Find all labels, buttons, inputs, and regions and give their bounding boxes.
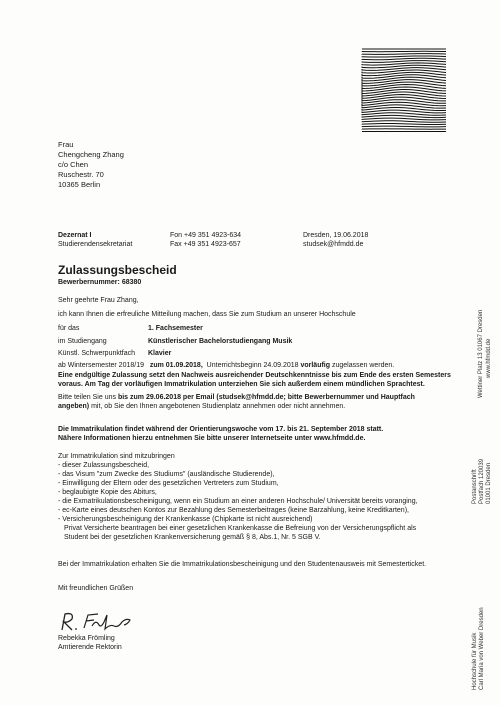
sidebar-postal xyxy=(472,459,493,504)
sender-fax: Fax +49 351 4923-657 xyxy=(170,241,241,248)
salutation: Sehr geehrte Frau Zhang, xyxy=(58,297,139,304)
logo-wave-line xyxy=(362,118,446,120)
recipient-line: Frau xyxy=(58,140,74,149)
sender-dept: Dezernat I xyxy=(58,232,92,239)
sidebar-postal-line: Postanschrift xyxy=(472,469,478,504)
signatory-role: Amtierende Rektorin xyxy=(58,644,122,651)
checklist xyxy=(58,452,418,542)
applicant-number xyxy=(58,278,141,287)
reply-part: Bitte teilen Sie uns xyxy=(58,394,116,401)
detail-label: Künstl. Schwerpunktfach xyxy=(58,350,136,357)
semester-line xyxy=(58,361,394,370)
sidebar-school xyxy=(472,607,486,690)
logo-wave-line xyxy=(362,63,446,65)
sidebar-school-line: Hochschule für Musik xyxy=(472,632,478,690)
sidebar-address-line: Wettiner Platz 13 01067 Dresden xyxy=(478,309,484,398)
reply-part: mit, ob Sie den Ihnen angebotenen Studienplatz annehmen oder nicht annehmen. xyxy=(91,403,346,410)
checklist-note: Privat Versicherte beantragen bei einer gesetzlichen Krankenkasse die Befreiung von der Versicherungspflicht als xyxy=(64,525,417,532)
signatory-name: Rebekka Frömling xyxy=(58,635,115,642)
applicant-value: 68380 xyxy=(121,279,142,286)
recipient-line: Chengcheng Zhang xyxy=(58,150,124,159)
logo-wave-line xyxy=(362,65,446,67)
logo-wave-line xyxy=(362,123,446,124)
condition-text xyxy=(58,371,451,389)
sidebar-school-line: Carl Maria von Weber Dresden xyxy=(479,607,485,690)
checklist-note: Student bei der gesetzlichen Krankenversicherung gemäß § 8, Abs.1, Nr. 5 SGB V. xyxy=(64,534,321,541)
logo-wave-line xyxy=(362,115,446,117)
list-item: - dieser Zulassungsbescheid, xyxy=(58,462,150,469)
condition-line: voraus. Am Tag der vorläufigen Immatrikulation unterziehen Sie sich außerdem einem mündlichen Sprachtest. xyxy=(58,381,425,388)
semester-text: ab Wintersemester 2018/19 xyxy=(58,362,144,369)
recipient-line: 10365 Berlin xyxy=(58,180,101,189)
detail-value: Klavier xyxy=(148,350,172,357)
list-item: - ec-Karte eines deutschen Kontos zur Bezahlung des Semesterbeitrages (keine Barzahlung, keine Kreditkarten), xyxy=(58,507,409,514)
sidebar-postal-line: Postfach 120039 xyxy=(479,458,485,504)
reply-part: angeben) xyxy=(58,403,90,410)
letter-date: Dresden, 19.06.2018 xyxy=(303,232,369,239)
signature-block xyxy=(58,634,122,652)
applicant-label: Bewerbernummer: xyxy=(58,279,120,286)
logo-wave-line xyxy=(362,126,446,127)
reply-text xyxy=(58,393,415,411)
condition-line: Eine endgültige Zulassung setzt den Nachweis ausreichender Deutschkenntnisse bis zum Ende des ersten Semesters xyxy=(58,372,451,379)
greeting: Mit freundlichen Grüßen xyxy=(58,585,134,592)
hochschule-logo xyxy=(360,45,450,135)
list-item: - das Visum "zum Zwecke des Studiums" (ausländische Studierende), xyxy=(58,471,275,478)
sidebar-address xyxy=(478,310,485,398)
logo-wave-line xyxy=(362,54,446,55)
sender-office: Studierendensekretariat xyxy=(58,241,133,248)
orientation-line: Die Immatrikulation findet während der Orientierungswoche vom 17. bis 21. September 2018 statt. xyxy=(58,426,384,433)
list-item: - Einwilligung der Eltern oder des gesetzlichen Vertreters zum Studium, xyxy=(58,480,279,487)
semester-admitted: zugelassen werden. xyxy=(331,362,395,369)
semester-provisional: vorläufig xyxy=(300,362,331,369)
logo-wave-line xyxy=(362,58,446,59)
checklist-heading: Zur Immatrikulation sind mitzubringen xyxy=(58,453,175,460)
logo-wave-line xyxy=(362,56,446,57)
reply-deadline: bis zum 29.06.2018 per Email (studsek@hfmdd.de; bitte Bewerbernummer und Hauptfach xyxy=(117,394,415,401)
logo-wave-line xyxy=(362,121,446,122)
sender-phone: Fon +49 351 4923-634 xyxy=(170,232,242,239)
list-item: - beglaubigte Kopie des Abiturs, xyxy=(58,489,157,496)
handwritten-signature xyxy=(58,610,138,634)
sender-email: studsek@hfmdd.de xyxy=(303,241,364,248)
recipient-address xyxy=(58,140,124,190)
list-item: - die Exmatrikulationsbescheinigung, wenn ein Studium an einer anderen Hochschule/ Universität bereits voranging, xyxy=(58,498,418,505)
page-title: Zulassungsbescheid xyxy=(58,263,177,277)
orientation-line: Nähere Informationen hierzu entnehmen Sie bitte unserer Internetseite unter www.hfmdd.de. xyxy=(58,435,366,442)
sidebar-postal-line: 01001 Dresden xyxy=(486,462,492,504)
recipient-line: Ruschestr. 70 xyxy=(58,170,104,179)
logo-wave-line xyxy=(362,61,446,63)
detail-label: für das xyxy=(58,325,80,332)
orientation-text xyxy=(58,425,383,443)
closing-info: Bei der Immatrikulation erhalten Sie die Immatrikulationsbescheinigung und den Studentenausweis mit Semesterticket. xyxy=(58,561,427,568)
sidebar-web xyxy=(486,339,493,398)
list-item: - Versicherungsbescheinigung der Krankenkasse (Chipkarte ist nicht ausreichend) xyxy=(58,516,313,523)
intro-text: ich kann Ihnen die erfreuliche Mitteilung machen, dass Sie zum Studium an unserer Hochschule xyxy=(58,311,356,318)
semester-start: Unterrichtsbeginn 24.09.2018 xyxy=(206,362,299,369)
detail-value: 1. Fachsemester xyxy=(148,325,203,332)
semester-date: zum 01.09.2018, xyxy=(149,362,203,369)
detail-value: Künstlerischer Bachelorstudiengang Musik xyxy=(148,338,293,345)
detail-label: im Studiengang xyxy=(58,338,107,345)
sidebar-web-line: www.hfmdd.de xyxy=(486,338,492,378)
recipient-line: c/o Chen xyxy=(58,160,89,169)
